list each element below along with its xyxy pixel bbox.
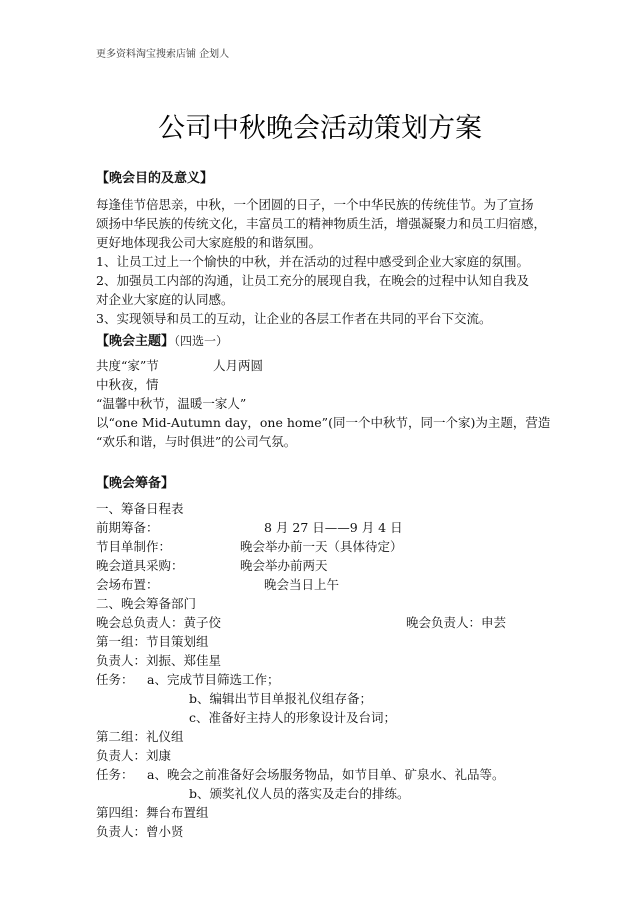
schedule-row-1-label: 前期筹备： — [96, 520, 159, 535]
schedule-row-4-value: 晚会当日上午 — [264, 577, 340, 592]
schedule-row-2-value: 晚会举办前一天（具体待定） — [240, 539, 403, 554]
theme-heading-label: 【晚会主题】 — [96, 334, 175, 349]
schedule-row-3-label: 晚会道具采购： — [96, 558, 184, 573]
group-4-lead: 负责人：曾小贤 — [96, 824, 184, 839]
group-1-task-c: c、准备好主持人的形象设计及台词； — [189, 710, 397, 725]
purpose-point-3: 3、实现领导和员工的互动，让企业的各层工作者在共同的平台下交流。 — [96, 311, 492, 326]
group-2-task-a: a、晚会之前准备好会场服务物品，如节目单、矿泉水、礼品等。 — [147, 767, 505, 782]
theme-option-2: 中秋夜，情 — [96, 377, 159, 392]
document-title: 公司中秋晚会活动策划方案 — [158, 113, 482, 144]
purpose-point-2-line-1: 2、加强员工内部的沟通，让员工充分的展现自我，在晚会的过程中认知自我及 — [96, 273, 529, 288]
purpose-intro-line-2: 颂扬中华民族的传统文化，丰富员工的精神物质生活，增强凝聚力和员工归宿感， — [96, 216, 547, 231]
theme-option-4-line-2: “欢乐和谐，与时俱进”的公司气氛。 — [96, 434, 297, 449]
group-2-task-label: 任务： — [96, 767, 134, 782]
group-1-task-a: a、完成节目筛选工作； — [147, 672, 280, 687]
evening-organizer: 晚会负责人：申芸 — [406, 615, 507, 630]
chief-organizer: 晚会总负责人：黄子佼 — [96, 615, 222, 630]
group-1-task-b: b、编辑出节目单报礼仪组存备； — [189, 691, 373, 706]
purpose-point-1: 1、让员工过上一个愉快的中秋，并在活动的过程中感受到企业大家庭的氛围。 — [96, 254, 529, 269]
theme-option-1b: 人月两圆 — [213, 358, 264, 373]
schedule-row-4-label: 会场布置： — [96, 577, 159, 592]
group-2-title: 第二组：礼仪组 — [96, 729, 184, 744]
section-heading-preparation: 【晚会筹备】 — [96, 476, 175, 491]
group-2-lead: 负责人：刘康 — [96, 748, 172, 763]
theme-option-3: “温馨中秋节，温暖一家人” — [96, 396, 247, 411]
section-heading-purpose: 【晚会目的及意义】 — [96, 171, 214, 186]
header-note: 更多资料淘宝搜索店铺 企划人 — [96, 49, 230, 60]
schedule-row-3-value: 晚会举办前两天 — [240, 558, 328, 573]
purpose-intro-line-1: 每逢佳节倍思亲，中秋，一个团圆的日子，一个中华民族的传统佳节。为了宣扬 — [96, 197, 534, 212]
purpose-point-2-line-2: 对企业大家庭的认同感。 — [96, 292, 234, 307]
purpose-intro-line-3: 更好地体现我公司大家庭般的和谐氛围。 — [96, 235, 322, 250]
group-1-lead: 负责人：刘振、郑佳星 — [96, 653, 222, 668]
departments-title: 二、晚会筹备部门 — [96, 596, 197, 611]
theme-option-4-line-1: 以“one Mid-Autumn day，one home”(同一个中秋节，同一个家)为主题，营造 — [96, 415, 551, 430]
theme-heading-note: （四选一） — [174, 334, 229, 348]
schedule-row-2-label: 节目单制作： — [96, 539, 172, 554]
group-4-title: 第四组：舞台布置组 — [96, 805, 209, 820]
group-1-title: 第一组：节目策划组 — [96, 634, 209, 649]
theme-option-1a: 共度“家”节 — [96, 358, 159, 373]
group-1-task-label: 任务： — [96, 672, 134, 687]
schedule-title: 一、筹备日程表 — [96, 501, 184, 516]
schedule-row-1-value: 8 月 27 日——9 月 4 日 — [264, 520, 403, 535]
section-heading-theme — [96, 332, 228, 351]
group-2-task-b: b、颁奖礼仪人员的落实及走台的排练。 — [189, 786, 410, 801]
